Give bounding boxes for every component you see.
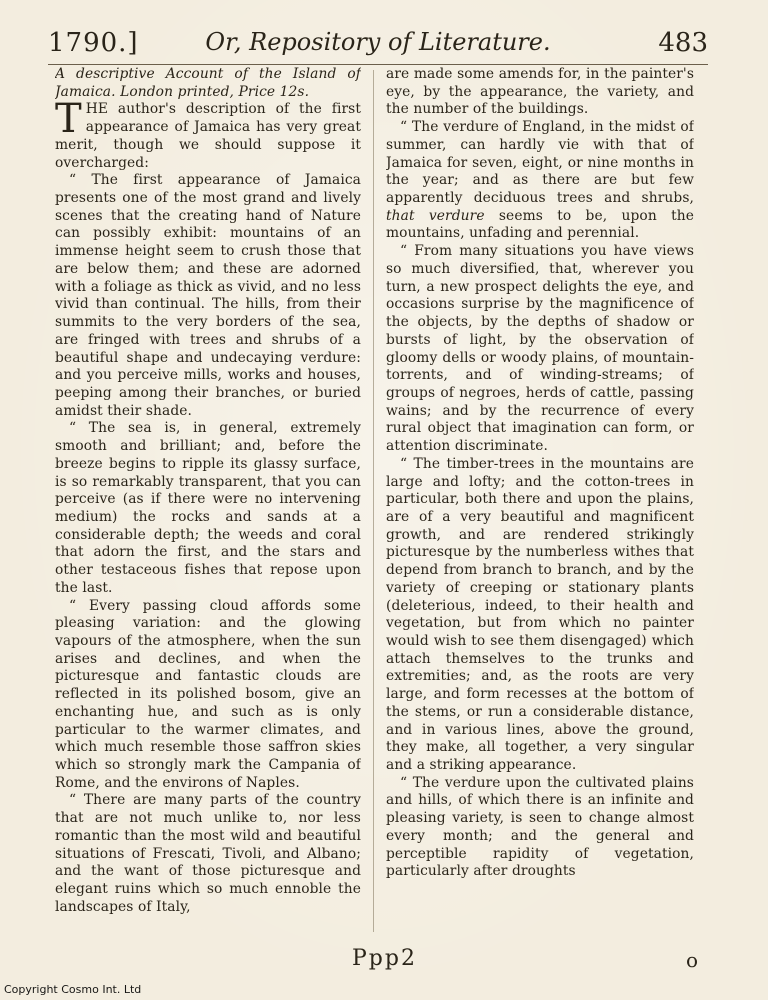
right-column xyxy=(386,66,694,946)
intro-paragraph xyxy=(55,96,361,172)
paragraph-text: seems to be, upon the mountains, unfading and perennial. xyxy=(386,207,694,242)
page-footer xyxy=(0,946,768,974)
intro-text: HE author's description of the first appearance of Jamaica has very great merit, though we should suppose it overcharged: xyxy=(55,101,361,171)
paragraph-text: “ The verdure of England, in the midst of summer, can hardly vie with that of Jamaica for seven, eight, or nine months in the year; and as there are but few apparently deciduous trees and shrubs, xyxy=(386,119,694,207)
left-column xyxy=(55,66,361,946)
paragraph: “ From many situations you have views so much diversified, that, wherever you turn, a new prospect delights the eye, and occasions surprise by the magnificence of the objects, by the depths of shadow or bursts of light, by the observation of gloomy dells or woody plains, of mountain-torrents, and of winding-streams; of groups of negroes, herds of cattle, passing wains; and by the recurrence of every rural object that imagination can form, or attention discriminate. xyxy=(386,243,694,455)
signature-mark: Ppp2 xyxy=(352,946,417,971)
paragraph: are made some amends for, in the painter's eye, by the appearance, the variety, and the number of the buildings. xyxy=(386,66,694,118)
running-header xyxy=(48,28,708,62)
catchword: o xyxy=(686,948,699,972)
paragraph: “ There are many parts of the country that are not much unlike to, nor less romantic than the most wild and beautiful situations of Frescati, Tivoli, and Albano; and the want of those picturesque and elegant ruins which so much ennoble the landscapes of Italy, xyxy=(55,792,361,915)
article-heading: A descriptive Account of the Island of Jamaica. London printed, Price 12s. xyxy=(55,66,361,100)
header-title: Or, Repository of Literature. xyxy=(205,28,551,56)
page-number: 483 xyxy=(658,28,708,58)
header-rule xyxy=(48,64,708,65)
paragraph: “ The verdure upon the cultivated plains and hills, of which there is an infinite and pleasing variety, is seen to change almost every month; and the general and perceptible rapidity of vegetation, particularly after droughts xyxy=(386,774,694,880)
column-divider xyxy=(373,70,374,932)
drop-cap: T xyxy=(55,96,82,143)
paragraph xyxy=(386,119,694,243)
copyright-watermark: Copyright Cosmo Int. Ltd xyxy=(4,983,142,996)
paragraph: “ The first appearance of Jamaica presents one of the most grand and lively scenes that the creating hand of Nature can possibly exhibit: mountains of an immense height seem to crush those that are below them; and these are adorned with a foliage as thick as vivid, and no less vivid than continual. The hills, from their summits to the very borders of the sea, are fringed with trees and shrubs of a beautiful shape and undecaying verdure: and you perceive mills, works and houses, peeping among their branches, or buried amidst their shade. xyxy=(55,172,361,419)
paragraph: “ The sea is, in general, extremely smooth and brilliant; and, before the breeze begins to ripple its glassy surface, is so remarkably transparent, that you can perceive (as if there were no intervening medium) the rocks and sands at a considerable depth; the weeds and coral that adorn the first, and the stars and other testaceous fishes that repose upon the last. xyxy=(55,420,361,596)
italic-phrase: that verdure xyxy=(386,207,485,224)
header-year: 1790.] xyxy=(48,28,139,58)
paragraph: “ Every passing cloud affords some pleasing variation: and the glowing vapours of the atmosphere, when the sun arises and declines, and when the picturesque and fantastic clouds are reflected in its polished bosom, give an enchanting hue, and such as is only particular to the warmer climates, and which much resemble those saffron skies which so strongly mark the Campania of Rome, and the environs of Naples. xyxy=(55,597,361,791)
paragraph: “ The timber-trees in the mountains are large and lofty; and the cotton-trees in particular, both there and upon the plains, are of a very beautiful and magnificent growth, and are rendered strikingly picturesque by the numberless withes that depend from branch to branch, and by the variety of creeping or stationary plants (deleterious, indeed, to their health and vegetation, but from which no painter would wish to see them disengaged) which attach themselves to the trunks and extremities; and, as the roots are very large, and form recesses at the bottom of the stems, or run a considerable distance, and in various lines, above the ground, they make, all together, a very singular and a striking appearance. xyxy=(386,455,694,774)
